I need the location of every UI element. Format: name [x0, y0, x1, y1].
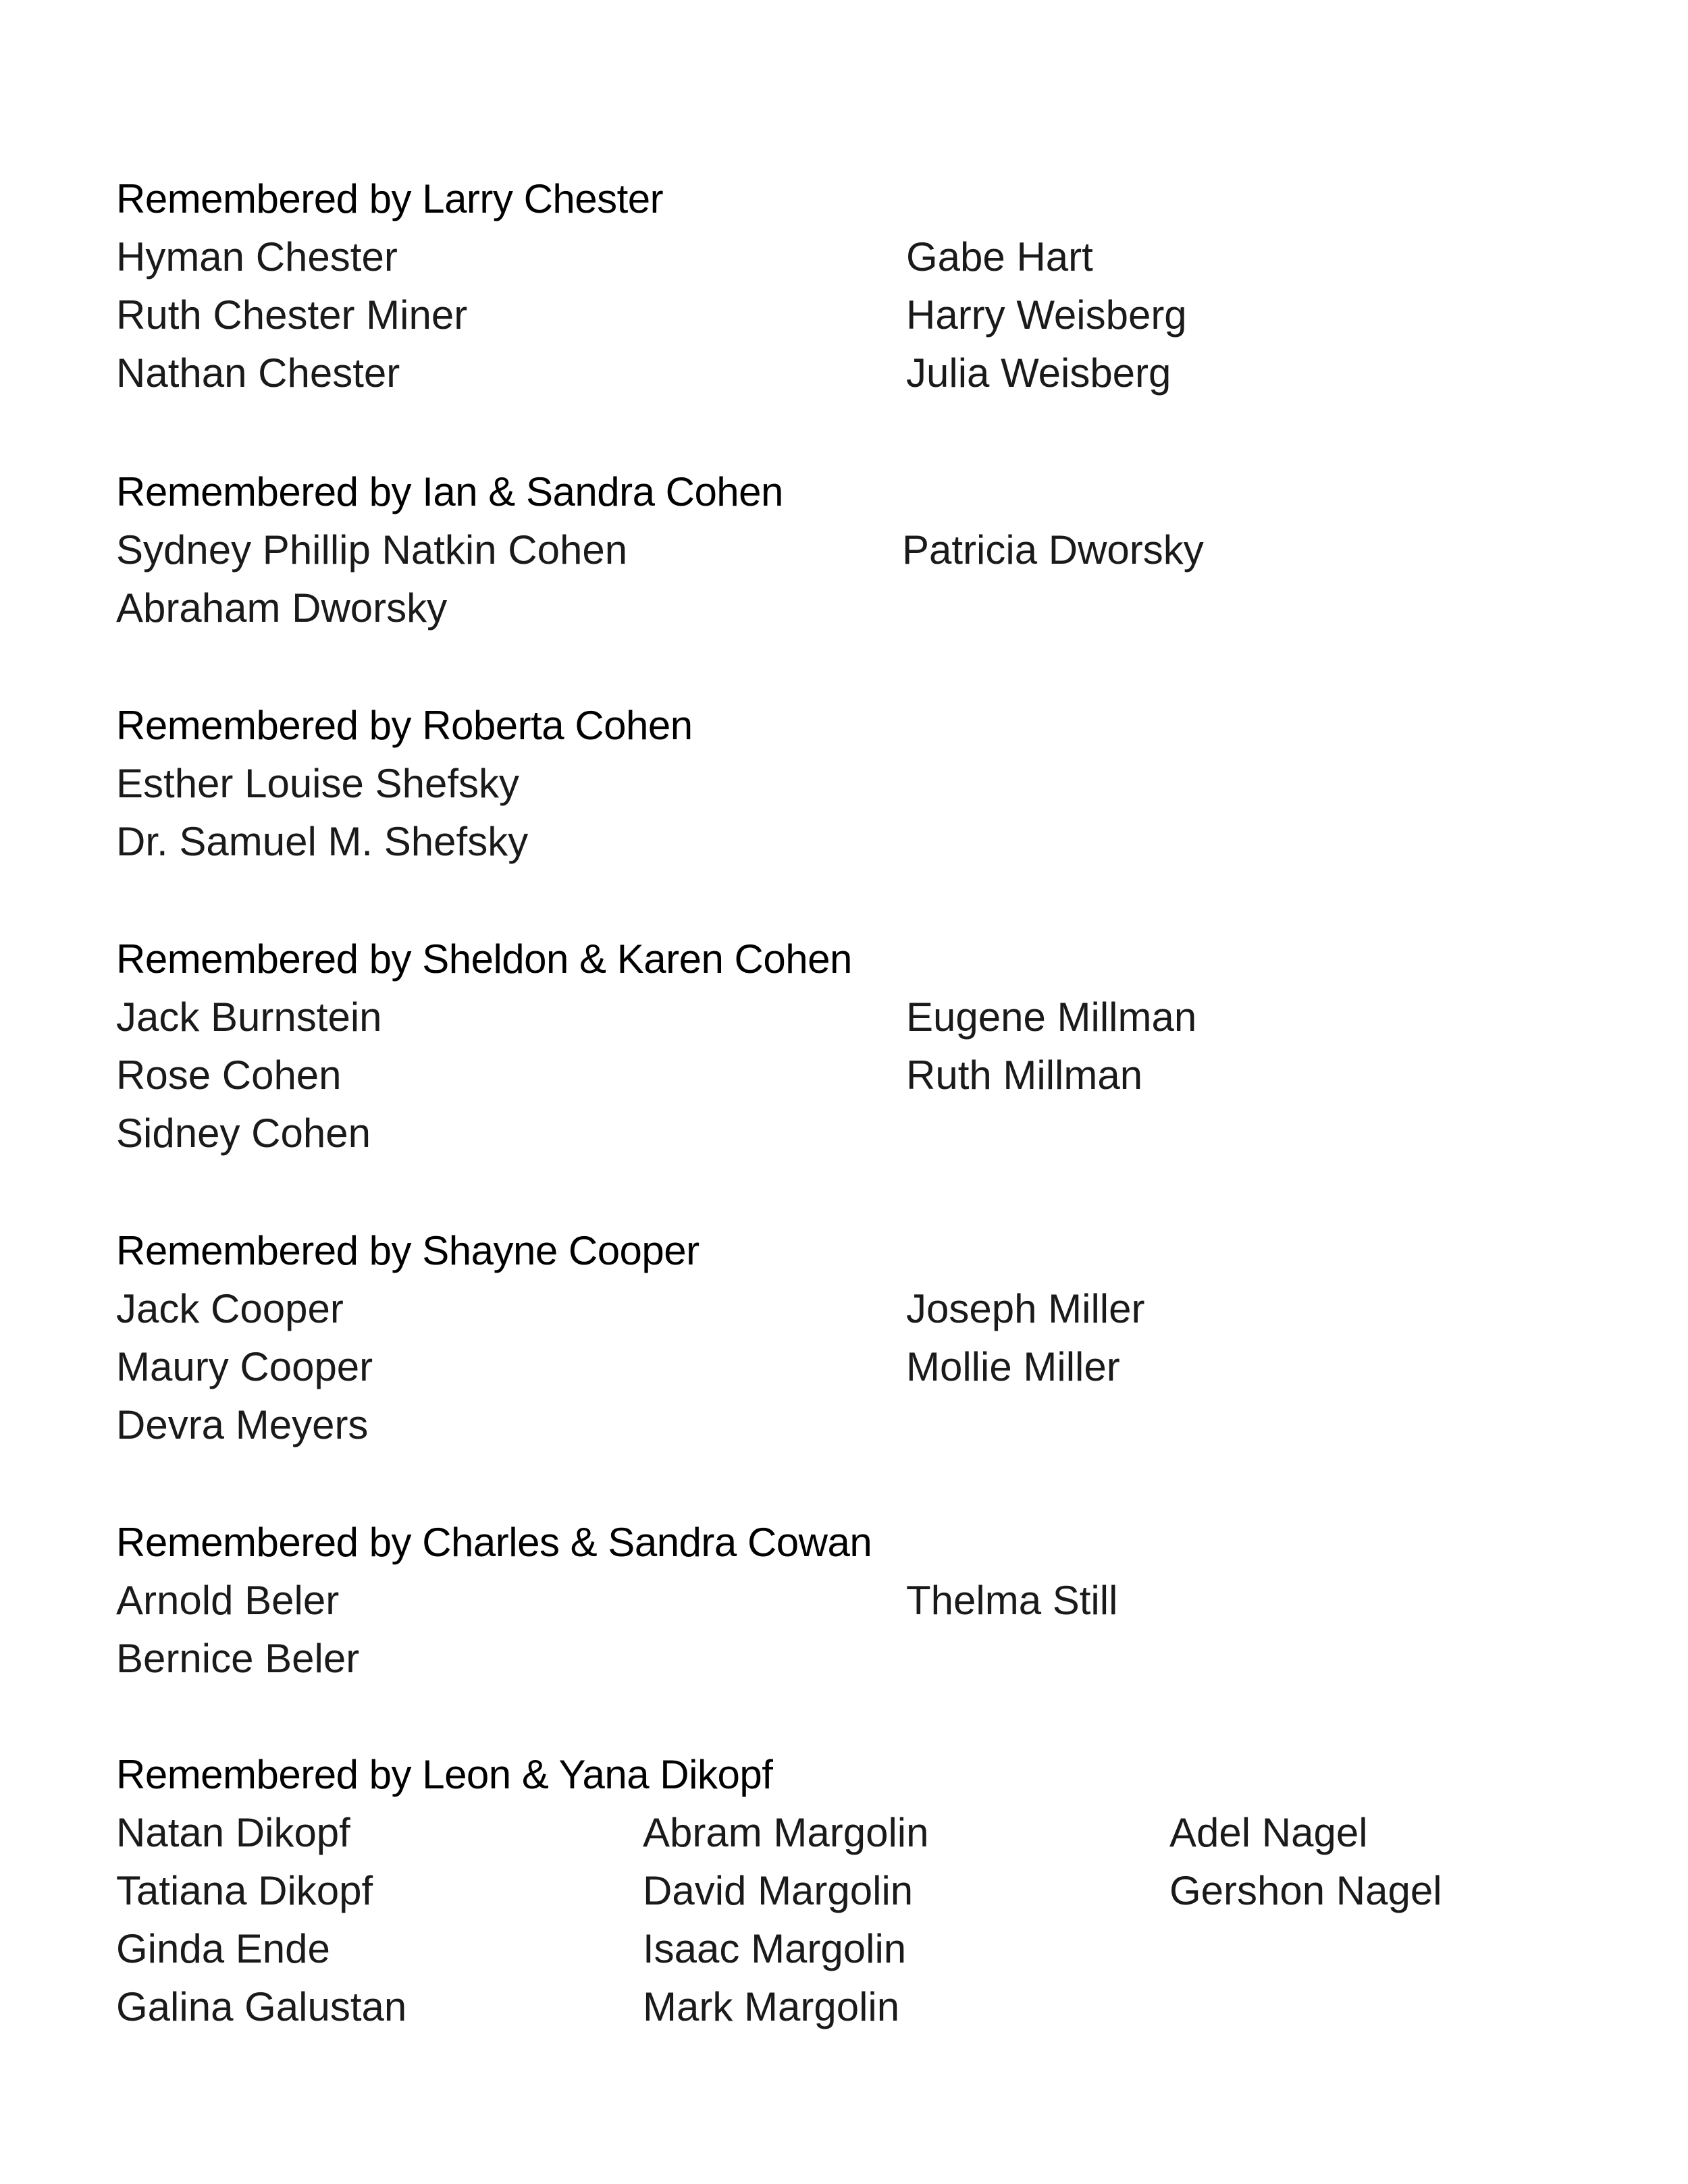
memorial-name: Rose Cohen — [116, 1053, 342, 1098]
memorial-name: Ruth Chester Miner — [116, 292, 468, 338]
memorial-name: Tatiana Dikopf — [116, 1868, 373, 1913]
memorial-name: Gershon Nagel — [1169, 1868, 1442, 1913]
memorial-name: Nathan Chester — [116, 350, 400, 396]
names-column-right — [1169, 1804, 1442, 1920]
memorial-name: Mollie Miller — [906, 1344, 1120, 1389]
memorial-name: Sydney Phillip Natkin Cohen — [116, 527, 628, 572]
memorial-name: Esther Louise Shefsky — [116, 761, 519, 806]
names-column-left — [116, 1280, 373, 1454]
names-column-right — [906, 1280, 1144, 1396]
names-column-right — [902, 521, 1204, 579]
names-column-left — [116, 1572, 359, 1688]
memorial-name: Devra Meyers — [116, 1402, 369, 1447]
memorial-name: Julia Weisberg — [906, 350, 1171, 396]
names-column-left — [116, 228, 467, 402]
memorial-name: Maury Cooper — [116, 1344, 373, 1389]
memorial-name: Sidney Cohen — [116, 1111, 371, 1156]
names-column-right — [906, 228, 1187, 402]
memorial-name: Dr. Samuel M. Shefsky — [116, 819, 529, 864]
names-column-left — [116, 755, 528, 871]
memorial-name: Patricia Dworsky — [902, 527, 1204, 572]
names-column-right — [906, 1572, 1117, 1630]
memorial-name: Mark Margolin — [643, 1984, 900, 2029]
memorial-name: Eugene Millman — [906, 994, 1197, 1040]
names-column-right — [906, 988, 1196, 1104]
section-heading: Remembered by Roberta Cohen — [116, 703, 693, 748]
section-heading: Remembered by Shayne Cooper — [116, 1228, 700, 1273]
memorial-name: Hyman Chester — [116, 234, 398, 279]
section-heading: Remembered by Sheldon & Karen Cohen — [116, 936, 852, 982]
memorial-name: Thelma Still — [906, 1578, 1118, 1623]
memorial-name: Ginda Ende — [116, 1926, 330, 1971]
section-heading: Remembered by Ian & Sandra Cohen — [116, 469, 783, 514]
memorial-name: Abraham Dworsky — [116, 585, 448, 631]
memorial-name: Natan Dikopf — [116, 1810, 350, 1855]
names-column-middle — [643, 1804, 929, 2036]
memorial-name: Galina Galustan — [116, 1984, 407, 2029]
memorial-name: Adel Nagel — [1169, 1810, 1368, 1855]
memorial-name: Abram Margolin — [643, 1810, 929, 1855]
section-heading: Remembered by Leon & Yana Dikopf — [116, 1752, 773, 1797]
section-heading: Remembered by Charles & Sandra Cowan — [116, 1520, 872, 1565]
memorial-name: Jack Cooper — [116, 1286, 344, 1331]
memorial-name: Jack Burnstein — [116, 994, 382, 1040]
memorial-name: Isaac Margolin — [643, 1926, 907, 1971]
memorial-name: David Margolin — [643, 1868, 914, 1913]
names-column-left — [116, 1804, 406, 2036]
names-column-left — [116, 988, 382, 1163]
memorial-name: Joseph Miller — [906, 1286, 1145, 1331]
memorial-name: Ruth Millman — [906, 1053, 1143, 1098]
names-column-left — [116, 521, 627, 637]
memorial-name: Arnold Beler — [116, 1578, 340, 1623]
memorial-name: Harry Weisberg — [906, 292, 1187, 338]
memorial-name: Gabe Hart — [906, 234, 1093, 279]
memorial-name: Bernice Beler — [116, 1636, 360, 1681]
section-heading: Remembered by Larry Chester — [116, 176, 664, 221]
